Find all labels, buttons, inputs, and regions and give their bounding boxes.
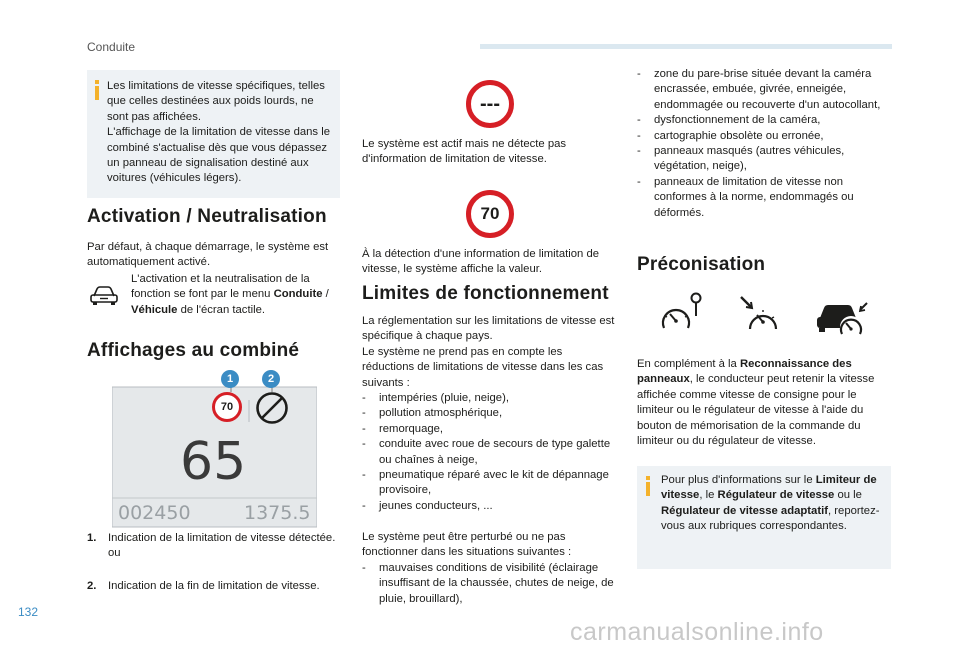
dashes-text: Le système est actif mais ne détecte pas d'information de limitation de vitesse.	[362, 138, 567, 166]
limits-list	[362, 391, 617, 514]
cluster-illustration	[112, 370, 317, 530]
info-text-2: Pour plus d'informations sur le Limiteur de vitesse, le Régulateur de vitesse ou le Régulateur de vitesse adaptatif, reportez-vous aux rubriques correspondantes.	[661, 474, 880, 533]
trip-meter: 1375.5	[244, 502, 311, 524]
list-item: - mauvaises conditions de visibilité (éclairage insuffisant de la chaussée, chutes de neige, de pluie, brouillard),	[362, 561, 620, 607]
cruise-control-icon	[738, 295, 786, 337]
limits-heading: Limites de fonctionnement	[362, 283, 609, 304]
watermark: carmanualsonline.info	[570, 618, 824, 646]
legend-item-1: 1. Indication de la limitation de vitesse détectée. ou	[87, 532, 336, 560]
perturb-list	[362, 561, 620, 607]
reco-text: En complément à la Reconnaissance des panneaux, le conducteur peut retenir la vitesse affichée comme vitesse de consigne pour le limiteur ou le régulateur de vitesse à l'aide du bouton de mémorisation de la commande du limiteur ou du régulateur de vitesse.	[637, 358, 875, 448]
header-bar	[480, 44, 892, 49]
end-of-limit-icon	[255, 391, 289, 425]
page-number: 132	[18, 605, 39, 619]
menu-vehicule: Véhicule	[131, 303, 178, 316]
adaptive-cruise-icon	[815, 298, 873, 338]
menu-conduite: Conduite	[273, 288, 323, 301]
info-box	[87, 70, 340, 198]
car-icon	[88, 284, 120, 306]
sign-70: 70	[466, 190, 514, 238]
odometer: 002450	[118, 502, 191, 524]
seventy-text: À la détection d'une information de limitation de vitesse, le système affiche la valeur.	[362, 248, 600, 276]
badge-1: 1	[221, 370, 239, 388]
info-icon	[95, 86, 99, 100]
list-item: - dysfonctionnement de la caméra,	[637, 113, 892, 128]
list-item: - conduite avec roue de secours de type galette ou chaînes à neige,	[362, 437, 617, 468]
info-text: Les limitations de vitesse spécifiques, telles que celles destinées aux poids lourds, ne sont pas affichées. L'affichage de la limitation de vitesse dans le combiné s'actualise dès que vous dépassez un panneau de signalisation destiné aux voitures (véhicules légers).	[107, 80, 331, 185]
info-icon	[646, 482, 650, 496]
legend-item-2: 2. Indication de la fin de limitation de vitesse.	[87, 580, 320, 592]
sign-dashes: ---	[466, 80, 514, 128]
list-item: - panneaux masqués (autres véhicules, végétation, neige),	[637, 144, 892, 175]
activation-car-text: L'activation et la neutralisation de la fonction se font par le menu Conduite / Véhicule de l'écran tactile.	[131, 273, 329, 316]
reco-heading: Préconisation	[637, 254, 766, 275]
perturb-intro: Le système peut être perturbé ou ne pas fonctionner dans les situations suivantes :	[362, 531, 572, 559]
limiter-icon	[658, 292, 712, 336]
list-item: - remorquage,	[362, 422, 617, 437]
activation-text: Par défaut, à chaque démarrage, le système est automatiquement activé.	[87, 241, 329, 269]
perturb-list-cont	[637, 67, 892, 221]
display-heading: Affichages au combiné	[87, 340, 300, 361]
limits-intro: La réglementation sur les limitations de vitesse est spécifique à chaque pays. Le système ne prend pas en compte les réductions de limitations de vitesse dans les cas suivants :	[362, 315, 615, 389]
section-title: Conduite	[87, 40, 136, 54]
list-item: - jeunes conducteurs, ...	[362, 499, 617, 514]
info-box-2	[637, 466, 891, 569]
cluster-speed-sign: 70	[212, 392, 242, 422]
list-item: - cartographie obsolète ou erronée,	[637, 129, 892, 144]
activation-heading: Activation / Neutralisation	[87, 206, 327, 227]
list-item: - pneumatique réparé avec le kit de dépannage provisoire,	[362, 468, 617, 499]
current-speed: 65	[180, 432, 247, 492]
list-item: - zone du pare-brise située devant la caméra encrassée, embuée, givrée, enneigée, endommagée ou recouverte d'un autocollant,	[637, 67, 892, 113]
list-item: - pollution atmosphérique,	[362, 406, 617, 421]
list-item: - intempéries (pluie, neige),	[362, 391, 617, 406]
badge-2: 2	[262, 370, 280, 388]
list-item: - panneaux de limitation de vitesse non conformes à la norme, endommagés ou déformés.	[637, 175, 892, 221]
